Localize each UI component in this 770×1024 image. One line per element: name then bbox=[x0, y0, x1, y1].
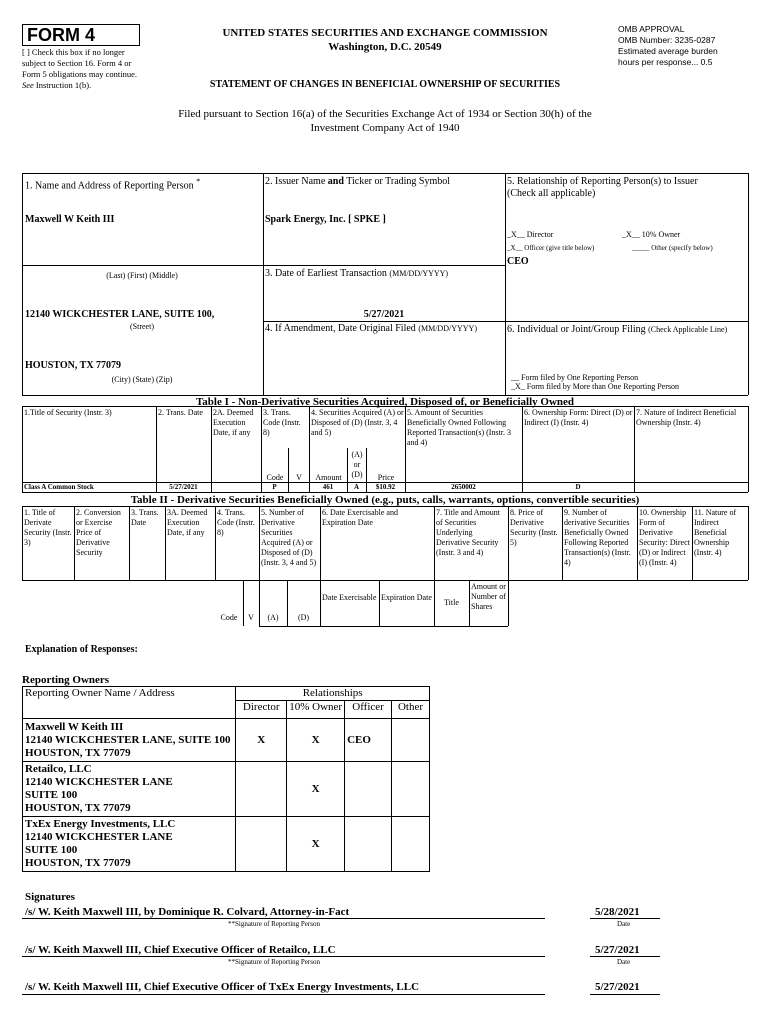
box2-label-pre: 2. Issuer Name bbox=[265, 176, 326, 187]
t1-col-title: 1.Title of Security (Instr. 3) bbox=[24, 408, 112, 417]
table-row bbox=[23, 762, 430, 817]
t1-sub-price: Price bbox=[377, 473, 395, 482]
t1-col-trans-date: 2. Trans. Date bbox=[158, 408, 203, 417]
filed-pursuant-line1: Filed pursuant to Section 16(a) of the Securities Exchange Act of 1934 or Section 30(h) of the bbox=[178, 108, 592, 120]
owner-other bbox=[392, 719, 430, 762]
reporting-owners-heading: Reporting Owners bbox=[22, 674, 110, 686]
other-checkbox[interactable]: _____ Other (specify below) bbox=[632, 244, 713, 252]
form-title: FORM 4 bbox=[22, 24, 140, 46]
t2-col-deemed-date: 3A. Deemed Execution Date, if any bbox=[167, 508, 208, 537]
col-owner-name: Reporting Owner Name / Address bbox=[23, 687, 236, 719]
omb-number: OMB Number: 3235-0287 bbox=[618, 35, 716, 45]
table-row bbox=[23, 817, 430, 872]
omb-hours: hours per response... 0.5 bbox=[618, 57, 713, 67]
omb-approval: OMB APPROVAL bbox=[618, 24, 685, 34]
see-text: See bbox=[22, 80, 34, 90]
box2-label bbox=[265, 176, 450, 188]
owner-address bbox=[23, 817, 236, 872]
owner-line: 12140 WICKCHESTER LANE bbox=[25, 776, 173, 788]
signature-3-date: 5/27/2021 bbox=[595, 981, 640, 993]
table2-title: Table II - Derivative Securities Beneficially Owned (e.g., puts, calls, warrants, options, convertible securities) bbox=[130, 494, 640, 506]
t2-sub-code: Code bbox=[220, 613, 238, 622]
t2-col-date-exercisable: 6. Date Exercisable and Expiration Date bbox=[322, 508, 398, 527]
owner-line: 12140 WICKCHESTER LANE, SUITE 100 bbox=[25, 733, 231, 746]
agency-location: Washington, D.C. 20549 bbox=[328, 41, 442, 53]
signature-1-caption: **Signature of Reporting Person bbox=[228, 920, 320, 928]
t1-ownership-form: D bbox=[575, 483, 581, 491]
owner-line: Retailco, LLC bbox=[25, 763, 92, 775]
owner-other bbox=[392, 817, 430, 872]
t1-sub-v: V bbox=[296, 473, 302, 482]
t2-sub-expiration: Expiration Date bbox=[381, 593, 432, 602]
col-other: Other bbox=[392, 701, 430, 719]
checkbox-text: [ ] Check this box if no longer subject to Section 16. Form 4 or Form 5 obligations may continue. bbox=[22, 47, 137, 79]
t2-col-owned: 9. Number of derivative Securities Beneficially Owned Following Reported Transaction(s) (Instr. 4) bbox=[564, 508, 631, 567]
t2-col-trans-code: 4. Trans. Code (Instr. 8) bbox=[217, 508, 255, 537]
signature-2-date: 5/27/2021 bbox=[595, 944, 640, 956]
owner-director: X bbox=[236, 719, 287, 762]
t1-price: $10.92 bbox=[375, 483, 396, 491]
t1-code: P bbox=[272, 483, 277, 491]
owner-10-percent: X bbox=[287, 817, 345, 872]
t1-sub-code: Code bbox=[266, 473, 284, 482]
owner-other bbox=[392, 762, 430, 817]
owner-officer bbox=[345, 762, 392, 817]
table-row bbox=[23, 719, 430, 762]
statement-title: STATEMENT OF CHANGES IN BENEFICIAL OWNERSHIP OF SECURITIES bbox=[209, 79, 561, 90]
owner-line: Maxwell W Keith III bbox=[25, 720, 124, 733]
reporting-person-city: HOUSTON, TX 77079 bbox=[25, 360, 122, 371]
col-relationships: Relationships bbox=[236, 687, 430, 701]
signature-1: /s/ W. Keith Maxwell III, by Dominique R. Colvard, Attorney-in-Fact bbox=[25, 906, 350, 918]
signature-1-date: 5/28/2021 bbox=[595, 906, 640, 918]
t2-col-trans-date: 3. Trans. Date bbox=[131, 508, 159, 527]
no-longer-subject-checkbox[interactable] bbox=[22, 47, 150, 91]
box5-label bbox=[507, 176, 745, 200]
box4-label-text: 4. If Amendment, Date Original Filed bbox=[265, 323, 416, 334]
t2-col-price: 8. Price of Derivative Security (Instr. 5) bbox=[510, 508, 558, 547]
box3-label-text: 3. Date of Earliest Transaction bbox=[265, 268, 387, 279]
city-caption: (City) (State) (Zip) bbox=[111, 375, 173, 384]
owner-director bbox=[236, 762, 287, 817]
box6-label bbox=[507, 324, 745, 336]
t1-sub-a-or-d: (A) or (D) bbox=[351, 450, 363, 479]
box6-label-text: 6. Individual or Joint/Group Filing bbox=[507, 324, 646, 335]
t2-sub-date-exercisable: Date Exercisable bbox=[322, 593, 377, 602]
t1-amount-owned: 2650002 bbox=[451, 483, 476, 491]
t2-col-number: 5. Number of Derivative Securities Acquired (A) or Disposed of (D) (Instr. 3, 4 and 5) bbox=[261, 508, 317, 567]
reporting-person-name: Maxwell W Keith III bbox=[25, 214, 115, 225]
box3-label bbox=[265, 268, 448, 280]
owner-line: HOUSTON, TX 77079 bbox=[25, 746, 131, 759]
owner-officer bbox=[345, 817, 392, 872]
t1-security: Class A Common Stock bbox=[24, 483, 94, 491]
box4-format: (MM/DD/YYYY) bbox=[418, 324, 477, 333]
owner-line: HOUSTON, TX 77079 bbox=[25, 857, 131, 869]
filed-pursuant-line2: Investment Company Act of 1940 bbox=[310, 122, 460, 134]
t2-col-nature: 11. Nature of Indirect Beneficial Ownership (Instr. 4) bbox=[694, 508, 737, 557]
issuer-name: Spark Energy, Inc. [ SPKE ] bbox=[265, 214, 386, 225]
t1-col-amount-owned: 5. Amount of Securities Beneficially Owned Following Reported Transaction(s) (Instr. 3 and 4) bbox=[407, 408, 511, 447]
t2-sub-d: (D) bbox=[297, 613, 310, 622]
ten-percent-owner-checkbox[interactable]: _X__ 10% Owner bbox=[622, 230, 681, 239]
t1-trans-date: 5/27/2021 bbox=[169, 483, 198, 491]
table1-title: Table I - Non-Derivative Securities Acquired, Disposed of, or Beneficially Owned bbox=[195, 396, 575, 408]
signature-2: /s/ W. Keith Maxwell III, Chief Executive Officer of Retailco, LLC bbox=[25, 944, 336, 956]
reporting-owners-table bbox=[22, 686, 430, 872]
t2-sub-amount: Amount or Number of Shares bbox=[471, 582, 506, 611]
t2-sub-v: V bbox=[248, 613, 254, 622]
director-checkbox[interactable]: _X__ Director bbox=[507, 230, 554, 239]
col-director: Director bbox=[236, 701, 287, 719]
t2-sub-title: Title bbox=[444, 598, 459, 607]
explanation-heading: Explanation of Responses: bbox=[25, 644, 138, 655]
owner-line: TxEx Energy Investments, LLC bbox=[25, 818, 176, 830]
street-caption: (Street) bbox=[130, 322, 154, 331]
owner-director bbox=[236, 817, 287, 872]
t1-col-acquired-disposed: 4. Securities Acquired (A) or Disposed of (D) (Instr. 3, 4 and 5) bbox=[311, 408, 404, 437]
t2-sub-a: (A) bbox=[267, 613, 279, 622]
box1-label bbox=[25, 176, 200, 192]
signatures-heading: Signatures bbox=[25, 891, 75, 903]
t1-col-trans-code: 3. Trans. Code (Instr. 8) bbox=[263, 408, 301, 437]
owner-officer: CEO bbox=[345, 719, 392, 762]
filing-one-person-option[interactable]: __ Form filed by One Reporting Person bbox=[511, 373, 639, 382]
signature-2-caption: **Signature of Reporting Person bbox=[228, 958, 320, 966]
owner-10-percent: X bbox=[287, 762, 345, 817]
omb-box bbox=[618, 24, 758, 68]
owner-address bbox=[23, 719, 236, 762]
t2-col-conversion: 2. Conversion or Exercise Price of Derivative Security bbox=[76, 508, 121, 557]
col-officer: Officer bbox=[345, 701, 392, 719]
box1-asterisk: * bbox=[196, 177, 201, 186]
officer-checkbox[interactable]: _X__ Officer (give title below) bbox=[507, 244, 595, 252]
box4-label bbox=[265, 323, 477, 335]
t1-col-deemed-date: 2A. Deemed Execution Date, if any bbox=[213, 408, 254, 437]
instruction-text: Instruction 1(b). bbox=[35, 80, 92, 90]
earliest-transaction-date: 5/27/2021 bbox=[363, 309, 405, 320]
owner-address bbox=[23, 762, 236, 817]
t2-col-ownership-form: 10. Ownership Form of Derivative Security: Direct (D) or Indirect (I) (Instr. 4) bbox=[639, 508, 690, 567]
signature-2-date-caption: Date bbox=[617, 958, 631, 966]
name-caption: (Last) (First) (Middle) bbox=[106, 271, 178, 280]
col-10-owner: 10% Owner bbox=[287, 701, 345, 719]
owner-line: SUITE 100 bbox=[25, 844, 78, 856]
t2-col-title-amount: 7. Title and Amount of Securities Underlying Derivative Security (Instr. 3 and 4) bbox=[436, 508, 501, 557]
box5-label2: (Check all applicable) bbox=[507, 188, 596, 199]
owner-10-percent: X bbox=[287, 719, 345, 762]
reporting-person-street: 12140 WICKCHESTER LANE, SUITE 100, bbox=[25, 309, 215, 320]
box3-format: (MM/DD/YYYY) bbox=[389, 269, 449, 278]
owner-line: HOUSTON, TX 77079 bbox=[25, 802, 131, 814]
t2-col-title: 1. Title of Derivate Security (Instr. 3) bbox=[24, 508, 72, 547]
box1-label-text: 1. Name and Address of Reporting Person bbox=[25, 180, 194, 192]
t1-a-or-d: A bbox=[353, 483, 360, 491]
signature-3: /s/ W. Keith Maxwell III, Chief Executive Officer of TxEx Energy Investments, LLC bbox=[25, 981, 420, 993]
t1-col-ownership-form: 6. Ownership Form: Direct (D) or Indirect (I) (Instr. 4) bbox=[524, 408, 633, 427]
filing-multiple-persons-option[interactable]: _X_ Form filed by More than One Reporting Person bbox=[511, 382, 679, 391]
box2-label-and: and bbox=[327, 176, 344, 187]
signature-1-date-caption: Date bbox=[617, 920, 631, 928]
box5-label1: 5. Relationship of Reporting Person(s) to Issuer bbox=[507, 176, 698, 187]
t1-sub-amount: Amount bbox=[315, 473, 342, 482]
omb-burden: Estimated average burden bbox=[618, 46, 718, 56]
owner-line: SUITE 100 bbox=[25, 789, 78, 801]
box2-label-post: Ticker or Trading Symbol bbox=[346, 176, 451, 187]
officer-title: CEO bbox=[507, 256, 529, 267]
t1-amount: 461 bbox=[322, 483, 334, 491]
box6-note: (Check Applicable Line) bbox=[648, 325, 728, 334]
t1-col-nature: 7. Nature of Indirect Beneficial Ownership (Instr. 4) bbox=[636, 408, 737, 427]
agency-name: UNITED STATES SECURITIES AND EXCHANGE COMMISSION bbox=[222, 27, 548, 39]
owner-line: 12140 WICKCHESTER LANE bbox=[25, 831, 173, 843]
